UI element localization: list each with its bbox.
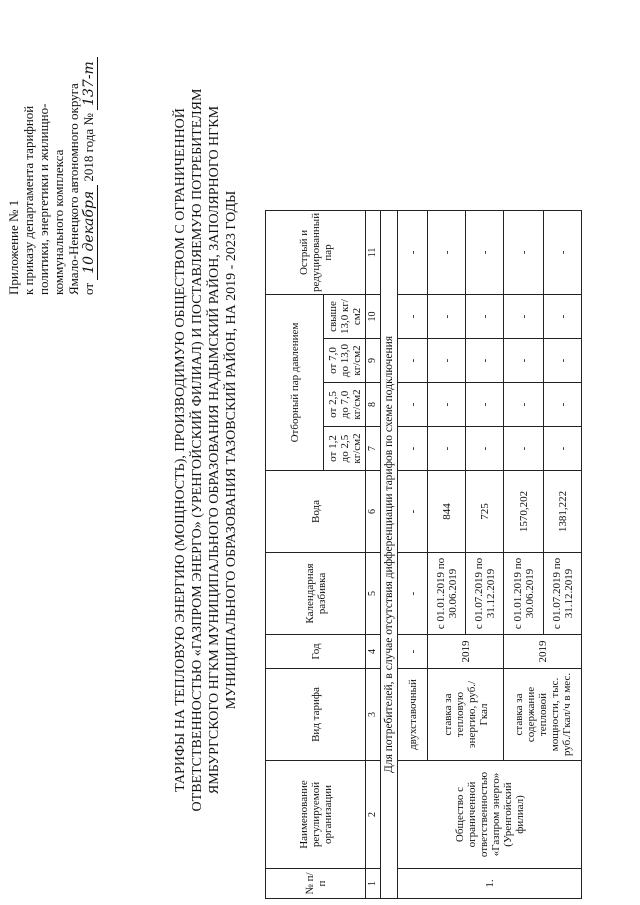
sharp-steam-value: - [466,210,504,294]
sharp-steam-value: - [428,210,466,294]
tariff-type: ставка за содержание тепловой мощности, тыс. руб./Гкал/ч в мес. [504,669,582,761]
annex-block [6,5,97,295]
date-prefix: от [81,282,96,295]
annex-line-2: к приказу департамента тарифной [21,105,36,295]
tariff-year: 2019 [504,635,582,669]
steam-2-value: - [504,383,544,427]
annex-line-4: коммунального комплекса [51,149,66,295]
section-caption: Для потребителей, в случае отсутствия дифференциации тарифов по схеме подключения [381,210,398,898]
steam-2-value: - [466,383,504,427]
tariff-table [265,210,582,899]
steam-1-value: - [398,427,428,471]
steam-1-value: - [428,427,466,471]
date-year: 2018 года № [81,113,96,182]
sharp-steam-value: - [398,210,428,294]
header-tariff: Вид тарифа [266,669,366,761]
header-num: № п/п [266,869,366,899]
steam-3-value: - [428,339,466,383]
section-row [381,210,398,898]
title-line-3: ЯМБУРГСКОГО НГКМ МУНИЦИПАЛЬНОГО ОБРАЗОВАНИЯ НАДЫМСКИЙ РАЙОН, ЗАПОЛЯРНОГО НГКМ [207,105,222,795]
header-water: Вода [266,471,366,553]
header-steam: Отборный пар давлением [266,295,324,471]
steam-1-value: - [504,427,544,471]
steam-3-value: - [504,339,544,383]
table-row [398,210,428,898]
colnum-11: 11 [366,210,381,294]
steam-3-value: - [544,339,582,383]
steam-1-value: - [466,427,504,471]
header-sharp-steam: Острый и редуцированный пар [266,210,366,294]
document-title [172,35,240,865]
row-number: 1. [398,869,582,899]
tariff-period: с 01.01.2019 по 30.06.2019 [504,553,544,635]
colnum-9: 9 [366,339,381,383]
title-line-2: ОТВЕТСТВЕННОСТЬЮ «ГАЗПРОМ ЭНЕРГО» (УРЕНГОЙСКИЙ ФИЛИАЛ) И ПОСТАВЛЯЕМУЮ ПОТРЕБИТЕЛЯМ [190,88,205,812]
water-value: 1381,222 [544,471,582,553]
header-year: Год [266,635,366,669]
colnum-6: 6 [366,471,381,553]
organization-name: Общество с ограниченной ответственностью «Газпром энерго» (Уренгойский филиал) [398,761,582,869]
tariff-period: с 01.01.2019 по 30.06.2019 [428,553,466,635]
tariff-type: двухставочный [398,669,428,761]
tariff-period: с 01.07.2019 по 31.12.2019 [466,553,504,635]
steam-2-value: - [428,383,466,427]
tariff-year: - [398,635,428,669]
header-org: Наименование регулируемой организации [266,761,366,869]
tariff-year: 2019 [428,635,504,669]
steam-1-value: - [544,427,582,471]
handwritten-number: 137-т [81,57,98,110]
annex-line-3: политики, энергетики и жилищно- [36,103,51,295]
water-value: - [398,471,428,553]
steam-4-value: - [466,295,504,339]
handwritten-date: 10 декабря [81,185,98,280]
water-value: 844 [428,471,466,553]
colnum-10: 10 [366,295,381,339]
column-number-row [366,210,381,898]
sharp-steam-value: - [544,210,582,294]
header-steam-1: от 1,2 до 2,5 кг/см2 [324,427,366,471]
steam-3-value: - [466,339,504,383]
colnum-3: 3 [366,669,381,761]
colnum-7: 7 [366,427,381,471]
header-steam-2: от 2,5 до 7,0 кг/см2 [324,383,366,427]
water-value: 725 [466,471,504,553]
annex-line-5: Ямало-Ненецкого автономного округа [66,83,81,295]
annex-line-1: Приложение № 1 [6,199,21,295]
annex-date-line [81,5,97,295]
water-value: 1570,202 [504,471,544,553]
steam-2-value: - [398,383,428,427]
tariff-period: - [398,553,428,635]
steam-3-value: - [398,339,428,383]
steam-2-value: - [544,383,582,427]
steam-4-value: - [504,295,544,339]
title-line-4: МУНИЦИПАЛЬНОГО ОБРАЗОВАНИЯ ТАЗОВСКИЙ РАЙОН, НА 2019 - 2023 ГОДЫ [224,190,239,710]
header-row-1 [266,210,324,898]
colnum-1: 1 [366,869,381,899]
colnum-5: 5 [366,553,381,635]
steam-4-value: - [398,295,428,339]
steam-4-value: - [544,295,582,339]
header-steam-3: от 7,0 до 13,0 кг/см2 [324,339,366,383]
colnum-4: 4 [366,635,381,669]
header-period: Календарная разбивка [266,553,366,635]
tariff-period: с 01.07.2019 по 31.12.2019 [544,553,582,635]
sharp-steam-value: - [504,210,544,294]
steam-4-value: - [428,295,466,339]
colnum-8: 8 [366,383,381,427]
colnum-2: 2 [366,761,381,869]
tariff-type: ставка за тепловую энергию, руб./Гкал [428,669,504,761]
header-steam-4: свыше 13,0 кг/см2 [324,295,366,339]
title-line-1: ТАРИФЫ НА ТЕПЛОВУЮ ЭНЕРГИЮ (МОЩНОСТЬ), ПРОИЗВОДИМУЮ ОБЩЕСТВОМ С ОГРАНИЧЕННОЙ [173,108,188,792]
